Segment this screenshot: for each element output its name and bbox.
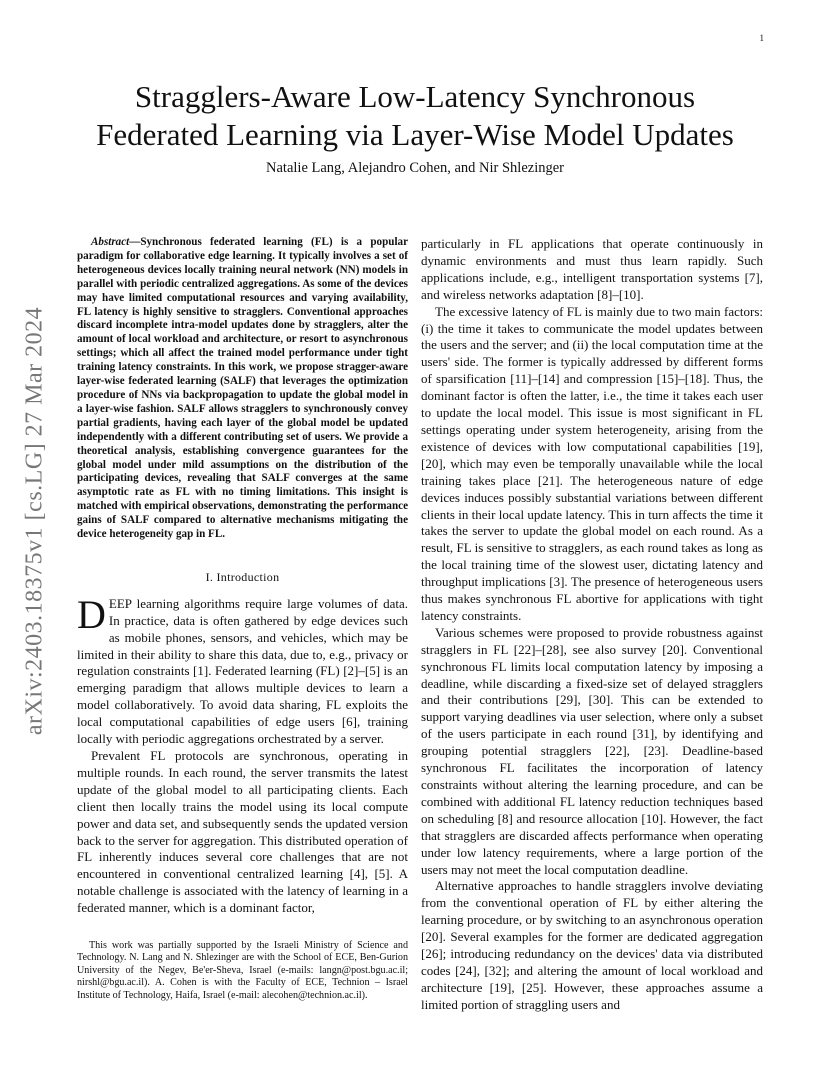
arxiv-stamp — [12, 282, 58, 760]
paper-authors: Natalie Lang, Alejandro Cohen, and Nir Shlezinger — [266, 160, 564, 176]
intro-paragraph-4: The excessive latency of FL is mainly due to two main factors: (i) the time it takes to communicate the model updates between the users and the server; and (ii) the local computation time at the users' side. The former is typically addressed by different forms of sparsification [11]–[14] and compression [15]–[18]. Thus, the dominant factor is often the latter, i.e., the time it takes each user to update the local model. This issue is most significant in FL settings operating under system heterogeneity, arising from the existence of devices with low computational capabilities [19], [20], which may even be temporally unavailable while the local training takes place [21]. The heterogeneous nature of edge devices induces possibly substantial variations between different clients in their local update latency. This in turn affects the time it takes the server to update the global model on each round. As a result, FL is sensitive to stragglers, as each round takes as long as the local training time of the slowest user, dictating latency and throughput implications [3]. The presence of heterogeneous users thus makes synchronous FL abortive for applications with tight latency constraints. — [421, 303, 763, 623]
intro-paragraph-2: Prevalent FL protocols are synchronous, operating in multiple rounds. In each round, the server transmits the latest update of the global model to all participating clients. Each client then locally trains the model using its local compute power and data set, and subsequently sends the updated version back to the server for aggregation. This distributed operation of FL inherently induces several core challenges that are not encountered in conventional centralized learning [4], [5]. A notable challenge is associated with the latency of learning in a federated manner, which is a dominant factor, — [77, 748, 408, 916]
intro-paragraph-1-text: EEP learning algorithms require large volumes of data. In practice, data is often gathered by edge devices such as mobile phones, sensors, and vehicles, which may be limited in their ability to share this data, due to, e.g., privacy or regulation constraints [1]. Federated learning (FL) [2]–[5] is an emerging paradigm that allows multiple devices to learn a model collaboratively. To avoid data sharing, FL exploits the local computational capabilities of edge users [6], training locally with periodic aggregations orchestrated by a server. — [77, 595, 408, 747]
abstract-text: —Synchronous federated learning (FL) is a popular paradigm for collaborative edge learning. It typically involves a set of heterogeneous devices locally training neural network (NN) models in parallel with periodic centralized aggregations. As some of the devices may have limited computational resources and varying availability, FL latency is highly sensitive to stragglers. Conventional approaches discard incomplete intra-model updates done by stragglers, alter the amount of local workload and architecture, or resort to asynchronous settings; which all affect the trained model performance under tight training latency constraints. In this work, we propose stragger-aware layer-wise federated learning (SALF) that leverages the optimization procedure of NNs via backpropagation to update the global model in a layer-wise fashion. SALF allows stragglers to synchronously convey partial gradients, having each layer of the global model be updated independently with a different contributing set of users. We provide a theoretical analysis, establishing convergence guarantees for the global model under mild assumptions on the distribution of the participating devices, revealing that SALF converges at the same asymptotic rate as FL with no timing limitations. This insight is matched with empirical observations, demonstrating the performance gains of SALF compared to alternative mechanisms mitigating the device heterogeneity gap in FL. — [77, 236, 408, 541]
intro-paragraph-1 — [77, 591, 408, 748]
intro-paragraph-3: particularly in FL applications that operate continuously in dynamic environments and must thus learn rapidly. Such applications include, e.g., intelligent transportation systems [7], and wireless networks adaptation [8]–[10]. — [421, 236, 763, 302]
paper-title: Stragglers-Aware Low-Latency Synchronous Federated Learning via Layer-Wise Model Updates — [96, 79, 734, 152]
abstract-label: Abstract — [91, 236, 130, 248]
page-number: 1 — [759, 33, 764, 43]
funding-footnote: This work was partially supported by the Israeli Ministry of Science and Technology. N. Lang and N. Shlezinger are with the School of ECE, Ben-Gurion University of the Negev, Be'er-Sheva, Israel (e-mails: langn@post.bgu.ac.il; nirshl@bgu.ac.il). A. Cohen is with the Faculty of ECE, Technion – Israel Institute of Technology, Haifa, Israel (e-mail: alecohen@technion.ac.il). — [77, 940, 408, 1001]
intro-paragraph-5: Various schemes were proposed to provide robustness against stragglers in FL [22]–[28], see also survey [20]. Conventional synchronous FL limits local computation latency by imposing a deadline, while discarding a fixed-size set of delayed stragglers and their contributions [29], [30]. This can be extended to support varying deadlines via user selection, where only a subset of the users participate in each round [31], by identifying and grouping potential stragglers [22], [23]. Deadline-based synchronous FL facilitates the incorporation of latency constraints without altering the learning procedure, and can be combined with additional FL latency reduction techniques based on scheduling [8] and resource allocation [10]. However, the fact that stragglers are discarded affects performance when operating under low latency requirements, where a large portion of the users may not meet the local computation deadline. — [421, 624, 763, 877]
arxiv-id: arXiv:2403.18375v1 [cs.LG] 27 Mar 2024 — [21, 306, 48, 736]
drop-cap: D — [77, 591, 106, 637]
left-column — [77, 236, 408, 917]
right-column — [421, 236, 763, 1014]
intro-paragraph-6: Alternative approaches to handle stragglers involve deviating from the conventional operation of FL by either altering the learning procedure, or by switching to an asynchronous operation [20]. Several examples for the former are dedicated aggregation [26]; introducing redundancy on the devices' data via distributed codes [24], [32]; and altering the amount of local workload and architecture [19], [25]. However, these approaches assume a limited portion of straggling users and — [421, 878, 763, 1012]
section-heading-introduction: I. Introduction — [205, 569, 280, 584]
abstract — [77, 236, 408, 542]
